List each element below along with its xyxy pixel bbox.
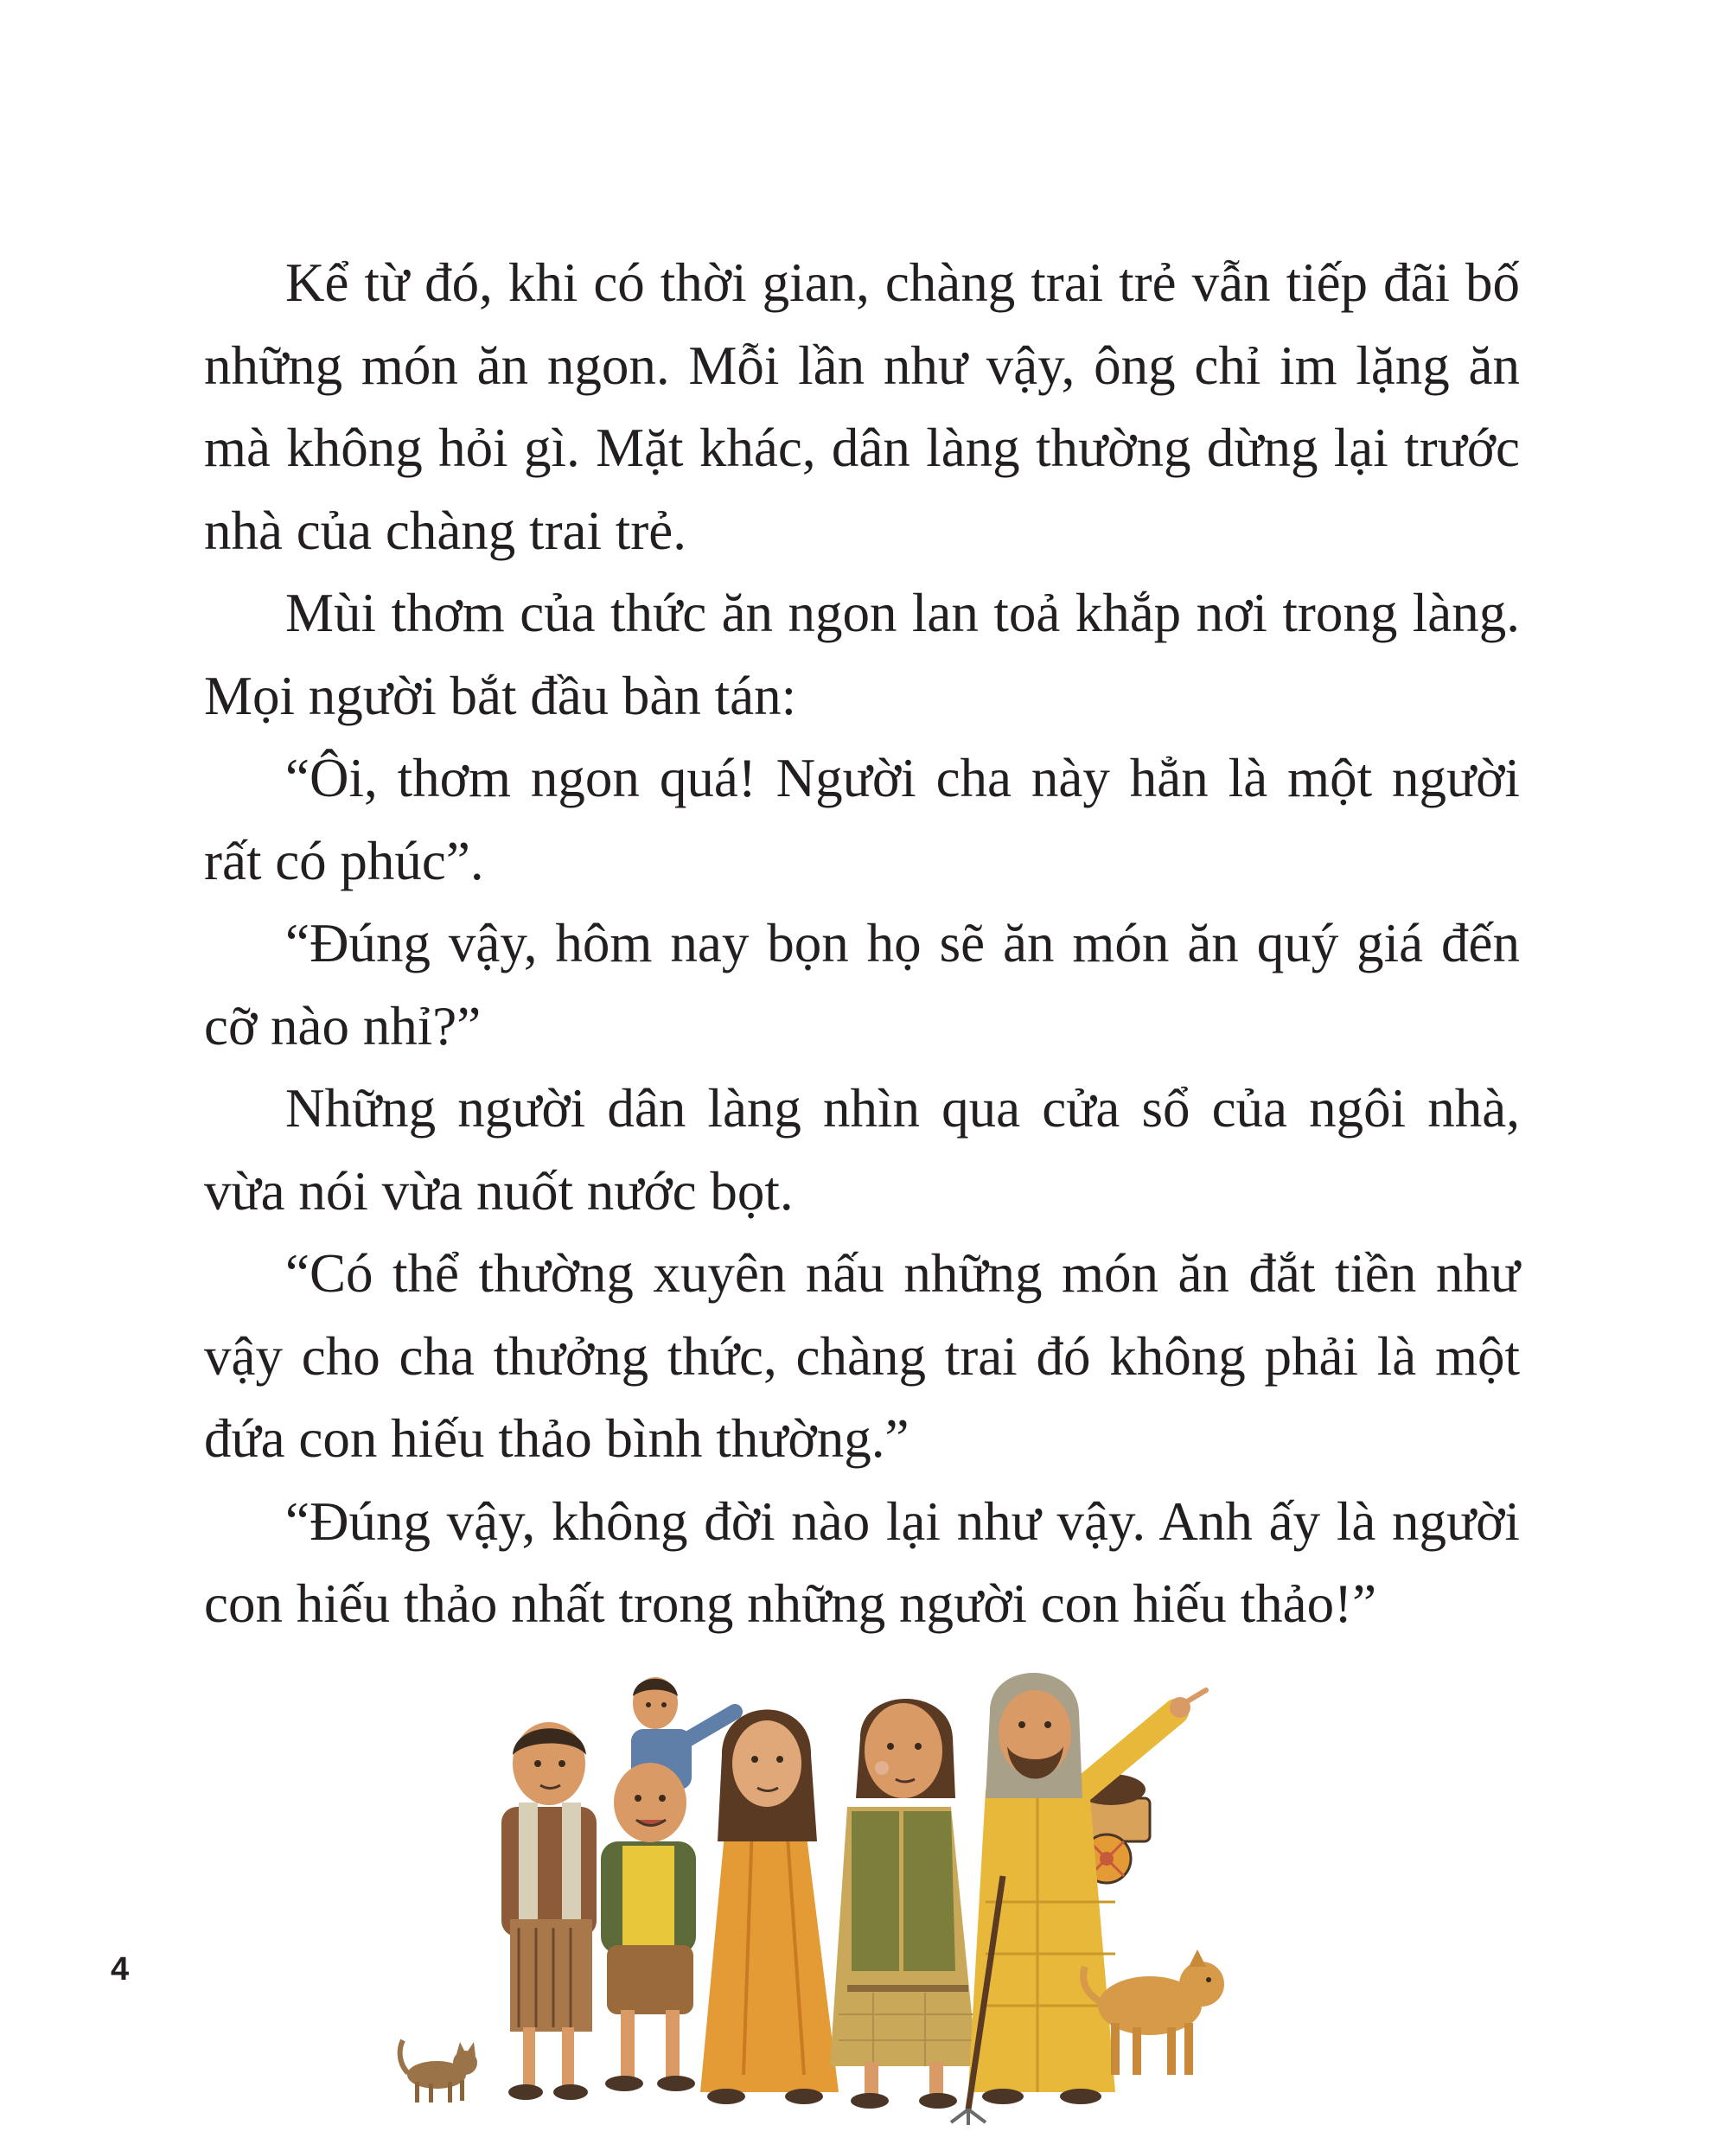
paragraph: “Ôi, thơm ngon quá! Người cha này hẳn là một người rất có phúc”. — [204, 748, 1520, 891]
boy-with-scarf-figure — [501, 1722, 597, 2100]
paragraph: Mùi thơm của thức ăn ngon lan toả khắp nơi trong làng. Mọi người bắt đầu bàn tán: — [204, 583, 1520, 726]
story-text — [204, 242, 1520, 1646]
woman-orange-robe-figure — [700, 1710, 839, 2105]
paragraph: Kể từ đó, khi có thời gian, chàng trai trẻ vẫn tiếp đãi bố những món ăn ngon. Mỗi lần như vậy, ông chỉ im lặng ăn mà không hỏi gì. Mặt khác, dân làng thường dừng lại trước nhà của chàng trai trẻ. — [204, 252, 1520, 561]
boy-yellow-shirt-figure — [601, 1763, 696, 2091]
paragraph: “Đúng vậy, hôm nay bọn họ sẽ ăn món ăn quý giá đến cỡ nào nhỉ?” — [204, 913, 1520, 1056]
cat-figure — [400, 2040, 477, 2103]
man-green-vest-figure — [830, 1699, 977, 2109]
paragraph: “Có thể thường xuyên nấu những món ăn đắt tiền như vậy cho cha thưởng thức, chàng trai đó không phải là một đứa con hiếu thảo bình thường.” — [204, 1243, 1520, 1469]
page-number: 4 — [111, 1951, 130, 1988]
villagers-illustration — [380, 1660, 1245, 2127]
paragraph: Những người dân làng nhìn qua cửa sổ của ngôi nhà, vừa nói vừa nuốt nước bọt. — [204, 1078, 1520, 1222]
paragraph: “Đúng vậy, không đời nào lại như vậy. Anh ấy là người con hiếu thảo nhất trong những người con hiếu thảo!” — [204, 1490, 1520, 1634]
